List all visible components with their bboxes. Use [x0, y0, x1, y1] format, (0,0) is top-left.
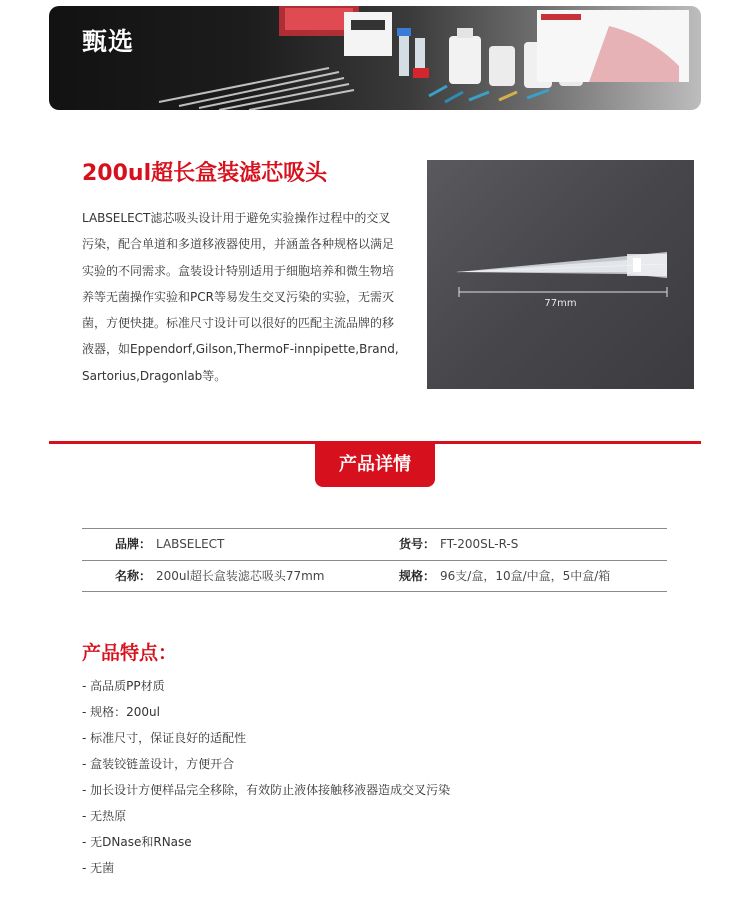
features-title: 产品特点：	[82, 642, 178, 664]
product-description: LABSELECT滤芯吸头设计用于避免实验操作过程中的交叉污染，配合单道和多道移液器使用，并涵盖各种规格以满足实验的不同需求。盒装设计特别适用于细胞培养和微生物培养等无菌操作实验和PCR等易发生交叉污染的实验，无需灭菌，方便快捷。标准尺寸设计可以很好的匹配主流品牌的移液器，如Eppendorf,Gilson,ThermoF-innpipette,Brand,Sartorius,Dragonlab等。	[82, 211, 399, 383]
list-item: - 无热原	[82, 809, 127, 823]
product-title: 200ul超长盒装滤芯吸头	[82, 161, 328, 186]
product-photo	[427, 160, 694, 389]
spec-value-name: 200ul超长盒装滤芯吸头77mm	[156, 568, 325, 583]
banner-title: 甄选	[82, 27, 135, 56]
spec-key-spec: 规格：	[399, 568, 436, 583]
dimension-label: 77mm	[544, 298, 577, 309]
hero-banner	[49, 6, 701, 110]
spec-table	[82, 528, 667, 592]
spec-key-sku: 货号：	[399, 537, 436, 551]
list-item: - 标准尺寸，保证良好的适配性	[82, 731, 247, 745]
pipette-tip-illustration	[427, 160, 694, 389]
spec-value-brand: LABSELECT	[156, 537, 225, 551]
spec-key-brand: 品牌：	[115, 537, 152, 551]
list-item: - 加长设计方便样品完全移除，有效防止液体接触移液器造成交叉污染	[82, 783, 451, 797]
list-item: - 无DNase和RNase	[82, 835, 192, 849]
spec-value-sku: FT-200SL-R-S	[440, 537, 519, 551]
list-item: - 盒装铰链盖设计，方便开合	[82, 757, 235, 771]
table-row	[82, 529, 667, 561]
spec-value-spec: 96支/盒，10盒/中盒，5中盒/箱	[440, 568, 611, 583]
banner-product-illustration	[49, 6, 701, 110]
list-item: - 无菌	[82, 861, 115, 875]
list-item: - 高品质PP材质	[82, 679, 165, 693]
list-item: - 规格：200ul	[82, 705, 160, 719]
section-tab-details: 产品详情	[315, 443, 435, 487]
table-row	[82, 561, 667, 593]
spec-key-name: 名称：	[115, 568, 152, 583]
features-list	[82, 673, 450, 881]
